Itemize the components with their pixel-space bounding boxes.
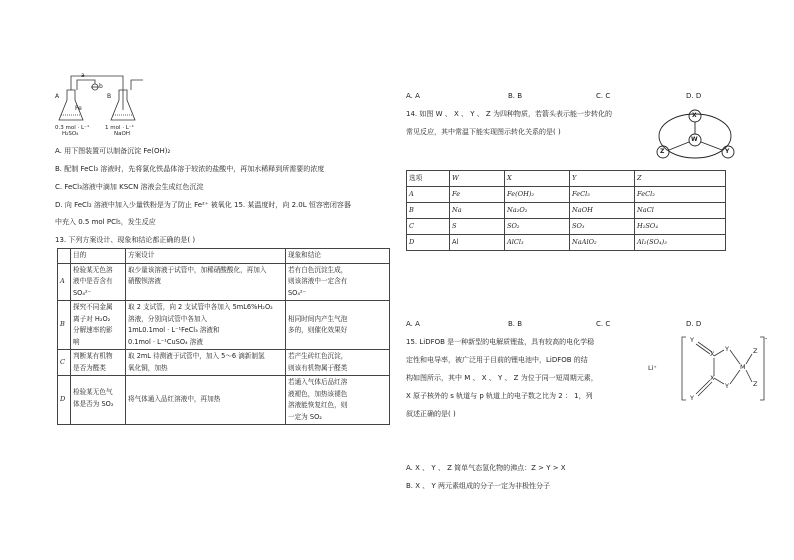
- cell-line: 体是否为 SO₂: [73, 399, 114, 408]
- cell-line: SO₄²⁻: [288, 288, 307, 297]
- structure-drawing: [660, 334, 770, 404]
- tag-A: A: [55, 93, 60, 100]
- cell-line: 响: [73, 337, 80, 346]
- q14-answer-d: D. D: [686, 320, 702, 328]
- tag-b: b: [99, 83, 103, 90]
- atom-y: Y: [725, 382, 729, 390]
- purpose-cell: [71, 263, 126, 301]
- atom-y: Y: [690, 394, 694, 402]
- q13-table: [57, 248, 390, 425]
- q14-text-line1: 14. 如图 W 、 X 、 Y 、 Z 为四种物质，若箭头表示能一步转化的: [406, 110, 612, 118]
- table-cell: NaAlO₂: [570, 235, 635, 251]
- cell-line: 取 2 支试管，向 2 支试管中各加入 5mL6%H₂O₂: [128, 303, 273, 311]
- q12-option-a: A. 用下图装置可以制备沉淀 Fe(OH)₂: [55, 147, 171, 155]
- q15-option-a: A. X 、 Y 、 Z 简单气态氢化物的沸点：Z > Y > X: [406, 464, 566, 472]
- design-cell: [126, 350, 286, 376]
- q12-option-d-cont: 中充入 0.5 mol PCl₅，发生反应: [55, 218, 156, 226]
- cell-line: 则该溶液中一定含有: [288, 277, 348, 285]
- q15-text-line4: X 原子核外的 s 轨道与 p 轨道上的电子数之比为 2 ： 1，列: [406, 392, 593, 400]
- cell-line: 检验某无色气: [73, 388, 113, 396]
- q12-option-c: C. FeCl₃溶液中滴加 KSCN 溶液会生成红色沉淀: [55, 183, 204, 191]
- tag-B: B: [107, 93, 112, 100]
- q12-option-b: B. 配制 FeCl₃ 溶液时，先将氯化铁晶体溶于较浓的盐酸中，再加水稀释到所需要的浓度: [55, 165, 325, 173]
- table-cell: AlCl₃: [505, 235, 570, 251]
- table-header: [58, 249, 71, 264]
- table-cell: FeCl₂: [635, 187, 726, 203]
- cell-line: 氧化铜，加热: [128, 363, 168, 372]
- table-cell: Na₂O₂: [505, 203, 570, 219]
- table-cell: Al₂(SO₄)₃: [635, 235, 726, 251]
- table-cell: Fe: [450, 187, 505, 203]
- cell-line: 液褪色，加热该褪色: [288, 389, 348, 398]
- table-header: X: [505, 171, 570, 187]
- cell-line: 是否为醛类: [73, 363, 106, 372]
- lithium-ion: Li⁺: [648, 364, 657, 372]
- table-cell: B: [407, 203, 450, 219]
- table-cell: Fe(OH)₂: [505, 187, 570, 203]
- cell-line: 离子对 H₂O₂: [73, 314, 111, 323]
- table-header: 现象和结论: [286, 249, 390, 264]
- result-cell: [286, 263, 390, 301]
- table-cell: C: [407, 219, 450, 235]
- cell-line: 将气体通入品红溶液中，再加热: [128, 395, 221, 404]
- cell-line: 0.1mol · L⁻¹CuSO₄ 溶液: [128, 337, 203, 346]
- q15-text-line3: 构如图所示，其中 M 、 X 、 Y 、 Z 为位于同一短周期元素，: [406, 374, 598, 382]
- q14-table: [406, 170, 726, 251]
- q14-answer-c: C. C: [596, 320, 611, 328]
- cell-line: 判断某有机物: [73, 352, 113, 360]
- table-cell: S: [450, 219, 505, 235]
- atom-y: Y: [725, 345, 729, 353]
- q13-answer-d: D. D: [686, 92, 702, 100]
- node-y: Y: [725, 148, 730, 155]
- q13-title: 13. 下列方案设计、现象和结论都正确的是( ): [55, 236, 196, 244]
- table-row: [58, 263, 390, 301]
- result-cell: [286, 350, 390, 376]
- cell-line: 探究不同金属: [73, 303, 113, 311]
- table-header: 目的: [71, 249, 126, 264]
- cell-line: 多的，则催化效果好: [288, 326, 348, 334]
- table-row: [407, 235, 726, 251]
- q13-answer-c: C. C: [596, 92, 611, 100]
- table-row: [58, 350, 390, 376]
- cell-line: 1mL0.1mol · L⁻¹FeCl₃ 溶液和: [128, 326, 220, 334]
- q15-option-b: B. X 、 Y 两元素组成的分子一定为非极性分子: [406, 482, 550, 490]
- node-w: W: [691, 136, 698, 143]
- result-cell: [286, 376, 390, 425]
- flask1-sub: H₂SO₄: [62, 131, 79, 137]
- table-row: [407, 219, 726, 235]
- q14-answer-b: B. B: [508, 320, 523, 328]
- table-cell: Al: [450, 235, 505, 251]
- q13-answer-a: A. A: [406, 92, 420, 100]
- cell-line: 溶液能恢复红色，则: [288, 401, 348, 409]
- cell-line: 一定为 SO₂: [288, 412, 322, 421]
- design-cell: [126, 301, 286, 350]
- table-cell: NaCl: [635, 203, 726, 219]
- flask2-label: 1 mol · L⁻¹: [105, 125, 134, 131]
- node-x: X: [692, 112, 697, 119]
- row-label: B: [58, 301, 71, 350]
- table-row: [58, 301, 390, 350]
- atom-y: Y: [690, 336, 694, 344]
- design-cell: [126, 376, 286, 425]
- purpose-cell: [71, 301, 126, 350]
- table-header: W: [450, 171, 505, 187]
- apparatus-figure: [55, 70, 155, 132]
- row-label: A: [58, 263, 71, 301]
- row-label: D: [58, 376, 71, 425]
- tag-a: a: [81, 72, 85, 79]
- cell-line: 若通入气体后品红溶: [288, 378, 348, 386]
- cell-line: 溶液，分别向试管中各加入: [128, 314, 208, 323]
- atom-x: X: [710, 350, 715, 358]
- cell-line: 若有白色沉淀生成，: [288, 265, 348, 274]
- table-cell: SO₃: [570, 219, 635, 235]
- table-cell: A: [407, 187, 450, 203]
- cell-line: SO₄²⁻: [73, 288, 92, 297]
- apparatus-drawing: [55, 70, 155, 132]
- cell-line: 硝酸钡溶液: [128, 277, 161, 285]
- cell-line: 则该有机物属于醛类: [288, 363, 348, 372]
- table-cell: Na: [450, 203, 505, 219]
- q14-cycle-diagram: [650, 104, 740, 166]
- tag-Fe: Fe: [75, 105, 82, 112]
- table-header: 方案设计: [126, 249, 286, 264]
- cell-line: 液中是否含有: [73, 277, 113, 285]
- cell-spacer: [73, 377, 123, 387]
- flask1-label: 0.3 mol · L⁻¹: [55, 125, 90, 131]
- result-cell: [286, 301, 390, 350]
- q14-answer-a: A. A: [406, 320, 420, 328]
- atom-z: Z: [753, 380, 758, 388]
- table-cell: H₂SO₄: [635, 219, 726, 235]
- atom-m: M: [740, 363, 746, 371]
- table-row: [58, 376, 390, 425]
- table-row: [407, 187, 726, 203]
- table-cell: SO₂: [505, 219, 570, 235]
- q15-structure-diagram: [660, 334, 770, 404]
- table-cell: NaOH: [570, 203, 635, 219]
- row-label: C: [58, 350, 71, 376]
- cell-line: 检验某无色溶: [73, 265, 113, 274]
- table-header-row: [58, 249, 390, 264]
- q12-option-d: D. 向 FeCl₂ 溶液中加入少量铁粉是为了防止 Fe²⁺ 被氧化 15. 某温度时，向 2.0L 恒容密闭容器: [55, 201, 351, 209]
- charge-minus: -: [765, 334, 768, 342]
- cell-line: 若产生砖红色沉淀，: [288, 352, 348, 360]
- cell-line: 取 2mL 待测液于试管中，加入 5～6 滴新制氢: [128, 352, 265, 360]
- q14-text-line2: 常见反应，其中常温下能实现图示转化关系的是( ): [406, 128, 561, 136]
- atom-z: Z: [753, 347, 758, 355]
- cell-line: 取少量该溶液于试管中，加稀硝酸酸化，再加入: [128, 265, 267, 274]
- q13-answer-b: B. B: [508, 92, 523, 100]
- table-cell: D: [407, 235, 450, 251]
- table-header: 选项: [407, 171, 450, 187]
- node-z: Z: [660, 148, 665, 155]
- table-cell: FeCl₃: [570, 187, 635, 203]
- table-header: Y: [570, 171, 635, 187]
- q15-text-line5: 叙述正确的是( ): [406, 410, 456, 418]
- design-cell: [126, 263, 286, 301]
- purpose-cell: [71, 350, 126, 376]
- q15-text-line2: 定性和电导率，被广泛用于目前的锂电池中，LiDFOB 的结: [406, 356, 588, 364]
- table-header-row: [407, 171, 726, 187]
- flask2-sub: NaOH: [114, 131, 130, 137]
- table-header: Z: [635, 171, 726, 187]
- cell-line: 分解速率的影: [73, 326, 113, 334]
- purpose-cell: [71, 376, 126, 425]
- cell-line: 相同时间内产生气泡: [288, 314, 348, 323]
- q15-text-line1: 15. LiDFOB 是一种新型的电解质锂盐，具有较高的电化学稳: [406, 338, 595, 346]
- table-row: [407, 203, 726, 219]
- atom-x: X: [710, 374, 715, 382]
